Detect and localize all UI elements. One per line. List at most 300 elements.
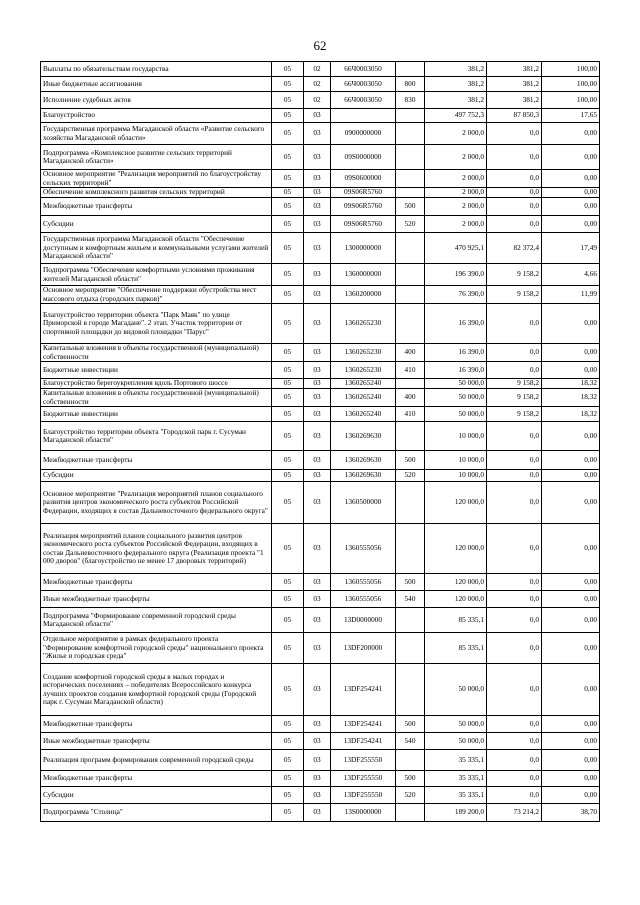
row-plan: 35 335,1 [425, 787, 487, 804]
row-actual: 381,2 [487, 92, 542, 109]
row-plan: 50 000,0 [425, 733, 487, 750]
row-actual: 0,0 [487, 170, 542, 188]
row-percent: 0,00 [542, 145, 600, 170]
row-plan: 85 335,1 [425, 608, 487, 633]
row-name: Исполнение судебных актов [41, 92, 272, 109]
row-actual: 0,0 [487, 198, 542, 216]
row-target-article: 1360269630 [331, 422, 396, 451]
row-plan: 50 000,0 [425, 664, 487, 716]
row-name: Субсидии [41, 216, 272, 233]
row-name: Межбюджетные трансферты [41, 198, 272, 216]
row-actual: 9 158,2 [487, 379, 542, 389]
row-actual: 0,0 [487, 362, 542, 379]
row-actual: 0,0 [487, 750, 542, 771]
row-name: Создание комфортной городской среды в малых городах и исторических поселениях – победителях Всероссийского конкурса лучших проектов создания комфортной городской среды (Городской парк г. Сусуман Магаданской области) [41, 664, 272, 716]
row-percent: 100,00 [542, 77, 600, 92]
row-percent: 17,65 [542, 109, 600, 123]
row-plan: 120 000,0 [425, 574, 487, 591]
row-section: 05 [272, 198, 304, 216]
row-target-article: 1360265230 [331, 362, 396, 379]
row-actual: 381,2 [487, 62, 542, 77]
row-plan: 76 390,0 [425, 286, 487, 304]
row-target-article: 1360000000 [331, 264, 396, 286]
row-expense-type [396, 422, 425, 451]
row-name: Межбюджетные трансферты [41, 716, 272, 733]
row-plan: 10 000,0 [425, 470, 487, 482]
row-name: Основное мероприятие "Обеспечение поддержки обустройства мест массового отдыха (городских парков)" [41, 286, 272, 304]
row-actual: 0,0 [487, 188, 542, 198]
row-actual: 0,0 [487, 123, 542, 145]
row-name: Иные бюджетные ассигнования [41, 77, 272, 92]
row-name: Государственная программа Магаданской области "Обеспечение доступным и комфортным жильем и коммунальными услугами жителей Магаданской области" [41, 233, 272, 264]
row-expense-type [396, 524, 425, 574]
row-name: Иные межбюджетные трансферты [41, 591, 272, 608]
row-target-article: 1360200000 [331, 286, 396, 304]
table-row [41, 787, 600, 804]
row-expense-type [396, 804, 425, 822]
row-expense-type: 410 [396, 407, 425, 422]
row-expense-type [396, 304, 425, 344]
row-target-article: 1360555056 [331, 524, 396, 574]
row-actual: 0,0 [487, 591, 542, 608]
row-subsection: 03 [304, 750, 331, 771]
row-section: 05 [272, 379, 304, 389]
row-subsection: 03 [304, 123, 331, 145]
row-target-article: 1360269630 [331, 451, 396, 470]
row-plan: 196 390,0 [425, 264, 487, 286]
row-expense-type: 520 [396, 216, 425, 233]
row-percent: 18,32 [542, 407, 600, 422]
table-row [41, 451, 600, 470]
row-target-article [331, 109, 396, 123]
row-section: 05 [272, 344, 304, 362]
row-name: Межбюджетные трансферты [41, 574, 272, 591]
row-expense-type [396, 482, 425, 524]
row-actual: 0,0 [487, 633, 542, 664]
row-section: 05 [272, 233, 304, 264]
row-plan: 2 000,0 [425, 145, 487, 170]
table-row [41, 574, 600, 591]
row-section: 05 [272, 664, 304, 716]
table-row [41, 379, 600, 389]
row-plan: 381,2 [425, 77, 487, 92]
row-percent: 0,00 [542, 123, 600, 145]
table-row [41, 422, 600, 451]
row-actual: 9 158,2 [487, 286, 542, 304]
row-subsection: 03 [304, 716, 331, 733]
row-plan: 470 925,1 [425, 233, 487, 264]
row-expense-type [396, 233, 425, 264]
row-plan: 35 335,1 [425, 750, 487, 771]
row-expense-type: 830 [396, 92, 425, 109]
row-percent: 0,00 [542, 608, 600, 633]
row-target-article: 13DF254241 [331, 733, 396, 750]
row-percent: 0,00 [542, 198, 600, 216]
row-plan: 50 000,0 [425, 379, 487, 389]
row-actual: 0,0 [487, 470, 542, 482]
row-plan: 381,2 [425, 62, 487, 77]
row-section: 05 [272, 407, 304, 422]
row-expense-type: 540 [396, 733, 425, 750]
row-actual: 0,0 [487, 664, 542, 716]
table-row [41, 304, 600, 344]
row-section: 05 [272, 123, 304, 145]
row-plan: 189 200,0 [425, 804, 487, 822]
row-name: Подпрограмма "Обеспечение комфортными условиями проживания жителей Магаданской области" [41, 264, 272, 286]
row-section: 05 [272, 304, 304, 344]
row-subsection: 03 [304, 470, 331, 482]
row-target-article: 1360265230 [331, 304, 396, 344]
row-target-article: 13DF200000 [331, 633, 396, 664]
row-expense-type [396, 62, 425, 77]
row-actual: 73 214,2 [487, 804, 542, 822]
row-name: Иные межбюджетные трансферты [41, 733, 272, 750]
row-expense-type [396, 379, 425, 389]
row-percent: 0,00 [542, 787, 600, 804]
row-actual: 0,0 [487, 344, 542, 362]
row-section: 05 [272, 787, 304, 804]
row-percent: 0,00 [542, 591, 600, 608]
row-percent: 18,32 [542, 379, 600, 389]
page-number: 62 [313, 38, 327, 53]
table-row [41, 591, 600, 608]
row-target-article: 1360555056 [331, 591, 396, 608]
row-expense-type [396, 145, 425, 170]
row-plan: 50 000,0 [425, 407, 487, 422]
row-name: Бюджетные инвестиции [41, 362, 272, 379]
row-plan: 120 000,0 [425, 591, 487, 608]
table-row [41, 608, 600, 633]
row-name: Выплаты по обязательствам государства [41, 62, 272, 77]
row-subsection: 03 [304, 170, 331, 188]
row-section: 05 [272, 216, 304, 233]
row-target-article: 1360500000 [331, 482, 396, 524]
row-name: Подпрограмма «Комплексное развитие сельских территорий Магаданской области» [41, 145, 272, 170]
row-section: 05 [272, 362, 304, 379]
row-subsection: 03 [304, 591, 331, 608]
row-section: 05 [272, 92, 304, 109]
row-percent: 0,00 [542, 482, 600, 524]
table-row [41, 62, 600, 77]
row-expense-type: 400 [396, 344, 425, 362]
row-section: 05 [272, 470, 304, 482]
row-subsection: 03 [304, 198, 331, 216]
row-subsection: 02 [304, 92, 331, 109]
row-expense-type [396, 286, 425, 304]
row-subsection: 03 [304, 233, 331, 264]
row-percent: 0,00 [542, 304, 600, 344]
row-target-article: 13DF254241 [331, 716, 396, 733]
table-row [41, 109, 600, 123]
row-subsection: 03 [304, 407, 331, 422]
row-expense-type: 500 [396, 771, 425, 787]
row-plan: 10 000,0 [425, 422, 487, 451]
row-plan: 2 000,0 [425, 170, 487, 188]
row-percent: 0,00 [542, 633, 600, 664]
table-row [41, 771, 600, 787]
row-target-article: 1300000000 [331, 233, 396, 264]
row-name: Межбюджетные трансферты [41, 771, 272, 787]
row-expense-type [396, 633, 425, 664]
row-name: Субсидии [41, 787, 272, 804]
table-row [41, 389, 600, 407]
row-percent: 0,00 [542, 664, 600, 716]
table-row [41, 123, 600, 145]
row-subsection: 03 [304, 804, 331, 822]
row-plan: 2 000,0 [425, 216, 487, 233]
row-expense-type [396, 264, 425, 286]
row-name: Бюджетные инвестиции [41, 407, 272, 422]
table-row [41, 286, 600, 304]
row-expense-type: 410 [396, 362, 425, 379]
row-plan: 120 000,0 [425, 524, 487, 574]
row-actual: 9 158,2 [487, 389, 542, 407]
row-section: 05 [272, 451, 304, 470]
row-name: Государственная программа Магаданской области «Развитие сельского хозяйства Магаданской области» [41, 123, 272, 145]
row-name: Подпрограмма "Формирование современной городской среды Магаданской области" [41, 608, 272, 633]
row-name: Благоустройство территории объекта "Городской парк г. Сусуман Магаданской области" [41, 422, 272, 451]
row-subsection: 03 [304, 304, 331, 344]
row-section: 05 [272, 145, 304, 170]
row-subsection: 03 [304, 608, 331, 633]
row-actual: 82 372,4 [487, 233, 542, 264]
row-percent: 0,00 [542, 344, 600, 362]
row-percent: 0,00 [542, 216, 600, 233]
row-section: 05 [272, 482, 304, 524]
table-row [41, 633, 600, 664]
row-target-article: 1360265240 [331, 389, 396, 407]
row-expense-type [396, 750, 425, 771]
row-name: Основное мероприятие "Реализация мероприятий планов социального развития центров экономического роста субъектов Российской Федерации, входящих в состав Дальневосточного федерального округа" [41, 482, 272, 524]
row-target-article: 66Ч0003050 [331, 62, 396, 77]
row-actual: 0,0 [487, 482, 542, 524]
table-row [41, 170, 600, 188]
row-section: 05 [272, 633, 304, 664]
row-expense-type: 520 [396, 470, 425, 482]
row-percent: 0,00 [542, 716, 600, 733]
row-section: 05 [272, 750, 304, 771]
table-row [41, 264, 600, 286]
row-expense-type [396, 123, 425, 145]
row-target-article: 1360265230 [331, 344, 396, 362]
row-percent: 0,00 [542, 470, 600, 482]
row-plan: 35 335,1 [425, 771, 487, 787]
row-section: 05 [272, 77, 304, 92]
table-row [41, 344, 600, 362]
table-row [41, 362, 600, 379]
row-percent: 17,49 [542, 233, 600, 264]
row-target-article: 13S0000000 [331, 804, 396, 822]
row-section: 05 [272, 771, 304, 787]
row-name: Капитальные вложения в объекты государственной (муниципальной) собственности [41, 344, 272, 362]
row-actual: 0,0 [487, 608, 542, 633]
row-name: Капитальные вложения в объекты государственной (муниципальной) собственности [41, 389, 272, 407]
row-plan: 10 000,0 [425, 451, 487, 470]
row-section: 05 [272, 109, 304, 123]
table-row [41, 733, 600, 750]
row-subsection: 03 [304, 574, 331, 591]
row-plan: 85 335,1 [425, 633, 487, 664]
table-row [41, 233, 600, 264]
row-subsection: 03 [304, 362, 331, 379]
row-target-article: 13DF255550 [331, 750, 396, 771]
row-actual: 0,0 [487, 787, 542, 804]
row-name: Благоустройство территории объекта "Парк Маяк" по улице Приморской в городе Магадане". 2 этап. Участок территории от спортивной площадки до видовой площадки "Парус" [41, 304, 272, 344]
row-section: 05 [272, 286, 304, 304]
row-section: 05 [272, 188, 304, 198]
row-plan: 16 390,0 [425, 344, 487, 362]
row-percent: 11,99 [542, 286, 600, 304]
table-row [41, 188, 600, 198]
row-percent: 0,00 [542, 422, 600, 451]
row-percent: 0,00 [542, 750, 600, 771]
row-target-article: 66Ч0003050 [331, 77, 396, 92]
row-name: Благоустройство берегоукрепления вдоль Портового шоссе [41, 379, 272, 389]
row-subsection: 03 [304, 145, 331, 170]
row-target-article: 1360269630 [331, 470, 396, 482]
row-section: 05 [272, 608, 304, 633]
row-target-article: 1360265240 [331, 407, 396, 422]
table-row [41, 716, 600, 733]
row-subsection: 03 [304, 524, 331, 574]
row-target-article: 09S06R5760 [331, 198, 396, 216]
row-percent: 4,66 [542, 264, 600, 286]
row-subsection: 03 [304, 771, 331, 787]
row-expense-type [396, 188, 425, 198]
row-percent: 0,00 [542, 524, 600, 574]
table-row [41, 216, 600, 233]
row-expense-type [396, 109, 425, 123]
row-percent: 100,00 [542, 62, 600, 77]
row-percent: 18,32 [542, 389, 600, 407]
row-target-article: 13DF255550 [331, 771, 396, 787]
row-actual: 9 158,2 [487, 407, 542, 422]
table-row [41, 145, 600, 170]
table-row [41, 750, 600, 771]
row-plan: 2 000,0 [425, 188, 487, 198]
row-section: 05 [272, 422, 304, 451]
row-percent: 0,00 [542, 574, 600, 591]
row-subsection: 03 [304, 664, 331, 716]
row-expense-type: 500 [396, 574, 425, 591]
row-actual: 0,0 [487, 574, 542, 591]
row-plan: 50 000,0 [425, 716, 487, 733]
row-name: Реализация мероприятий планов социального развития центров экономического роста субъектов Российской Федерации, входящих в состав Дальневосточного федерального округа (Реализация проекта "1 000 дворов" (благоустройство не менее 17 дворовых территорий) [41, 524, 272, 574]
table-row [41, 804, 600, 822]
row-target-article: 13D0000000 [331, 608, 396, 633]
row-expense-type: 540 [396, 591, 425, 608]
row-expense-type [396, 664, 425, 716]
row-section: 05 [272, 389, 304, 407]
row-plan: 2 000,0 [425, 198, 487, 216]
row-actual: 0,0 [487, 216, 542, 233]
row-actual: 87 850,3 [487, 109, 542, 123]
row-percent: 0,00 [542, 362, 600, 379]
row-percent: 100,00 [542, 92, 600, 109]
row-percent: 0,00 [542, 451, 600, 470]
row-expense-type: 500 [396, 198, 425, 216]
row-section: 05 [272, 170, 304, 188]
row-expense-type: 500 [396, 451, 425, 470]
row-target-article: 1360265240 [331, 379, 396, 389]
row-section: 05 [272, 591, 304, 608]
row-percent: 0,00 [542, 170, 600, 188]
row-section: 05 [272, 264, 304, 286]
row-name: Субсидии [41, 470, 272, 482]
table-row [41, 92, 600, 109]
row-subsection: 03 [304, 216, 331, 233]
row-actual: 0,0 [487, 716, 542, 733]
row-actual: 9 158,2 [487, 264, 542, 286]
row-target-article: 13DF255550 [331, 787, 396, 804]
row-percent: 0,00 [542, 771, 600, 787]
row-section: 05 [272, 716, 304, 733]
row-subsection: 03 [304, 389, 331, 407]
row-plan: 497 752,3 [425, 109, 487, 123]
row-target-article: 13DF254241 [331, 664, 396, 716]
row-target-article: 09S0600000 [331, 170, 396, 188]
row-section: 05 [272, 524, 304, 574]
row-subsection: 03 [304, 482, 331, 524]
row-expense-type: 520 [396, 787, 425, 804]
row-subsection: 03 [304, 264, 331, 286]
row-section: 05 [272, 62, 304, 77]
row-percent: 0,00 [542, 188, 600, 198]
row-subsection: 03 [304, 733, 331, 750]
row-actual: 0,0 [487, 524, 542, 574]
row-actual: 0,0 [487, 145, 542, 170]
table-row [41, 524, 600, 574]
budget-table [40, 61, 600, 822]
row-subsection: 03 [304, 633, 331, 664]
row-expense-type: 800 [396, 77, 425, 92]
row-name: Благоустройство [41, 109, 272, 123]
row-subsection: 03 [304, 109, 331, 123]
row-percent: 38,70 [542, 804, 600, 822]
row-target-article: 09S06R5760 [331, 188, 396, 198]
row-name: Реализация программ формирования современной городской среды [41, 750, 272, 771]
row-plan: 16 390,0 [425, 362, 487, 379]
row-subsection: 03 [304, 188, 331, 198]
row-percent: 0,00 [542, 733, 600, 750]
row-name: Отдельное мероприятие в рамках федерального проекта "Формирование комфортной городской среды" национального проекта "Жилье и городская среда" [41, 633, 272, 664]
row-expense-type: 400 [396, 389, 425, 407]
row-subsection: 03 [304, 451, 331, 470]
table-row [41, 77, 600, 92]
row-target-article: 09S0000000 [331, 145, 396, 170]
row-subsection: 03 [304, 379, 331, 389]
row-target-article: 1360555056 [331, 574, 396, 591]
row-actual: 0,0 [487, 451, 542, 470]
row-actual: 0,0 [487, 304, 542, 344]
row-subsection: 03 [304, 422, 331, 451]
row-section: 05 [272, 574, 304, 591]
row-name: Подпрограмма "Столица" [41, 804, 272, 822]
row-name: Основное мероприятие "Реализация мероприятий по благоустройству сельских территорий" [41, 170, 272, 188]
table-row [41, 470, 600, 482]
row-subsection: 02 [304, 62, 331, 77]
table-row [41, 664, 600, 716]
row-expense-type: 500 [396, 716, 425, 733]
row-actual: 0,0 [487, 422, 542, 451]
row-section: 05 [272, 733, 304, 750]
table-row [41, 198, 600, 216]
table-row [41, 407, 600, 422]
row-target-article: 09S06R5760 [331, 216, 396, 233]
row-expense-type [396, 608, 425, 633]
row-subsection: 03 [304, 787, 331, 804]
row-expense-type [396, 170, 425, 188]
